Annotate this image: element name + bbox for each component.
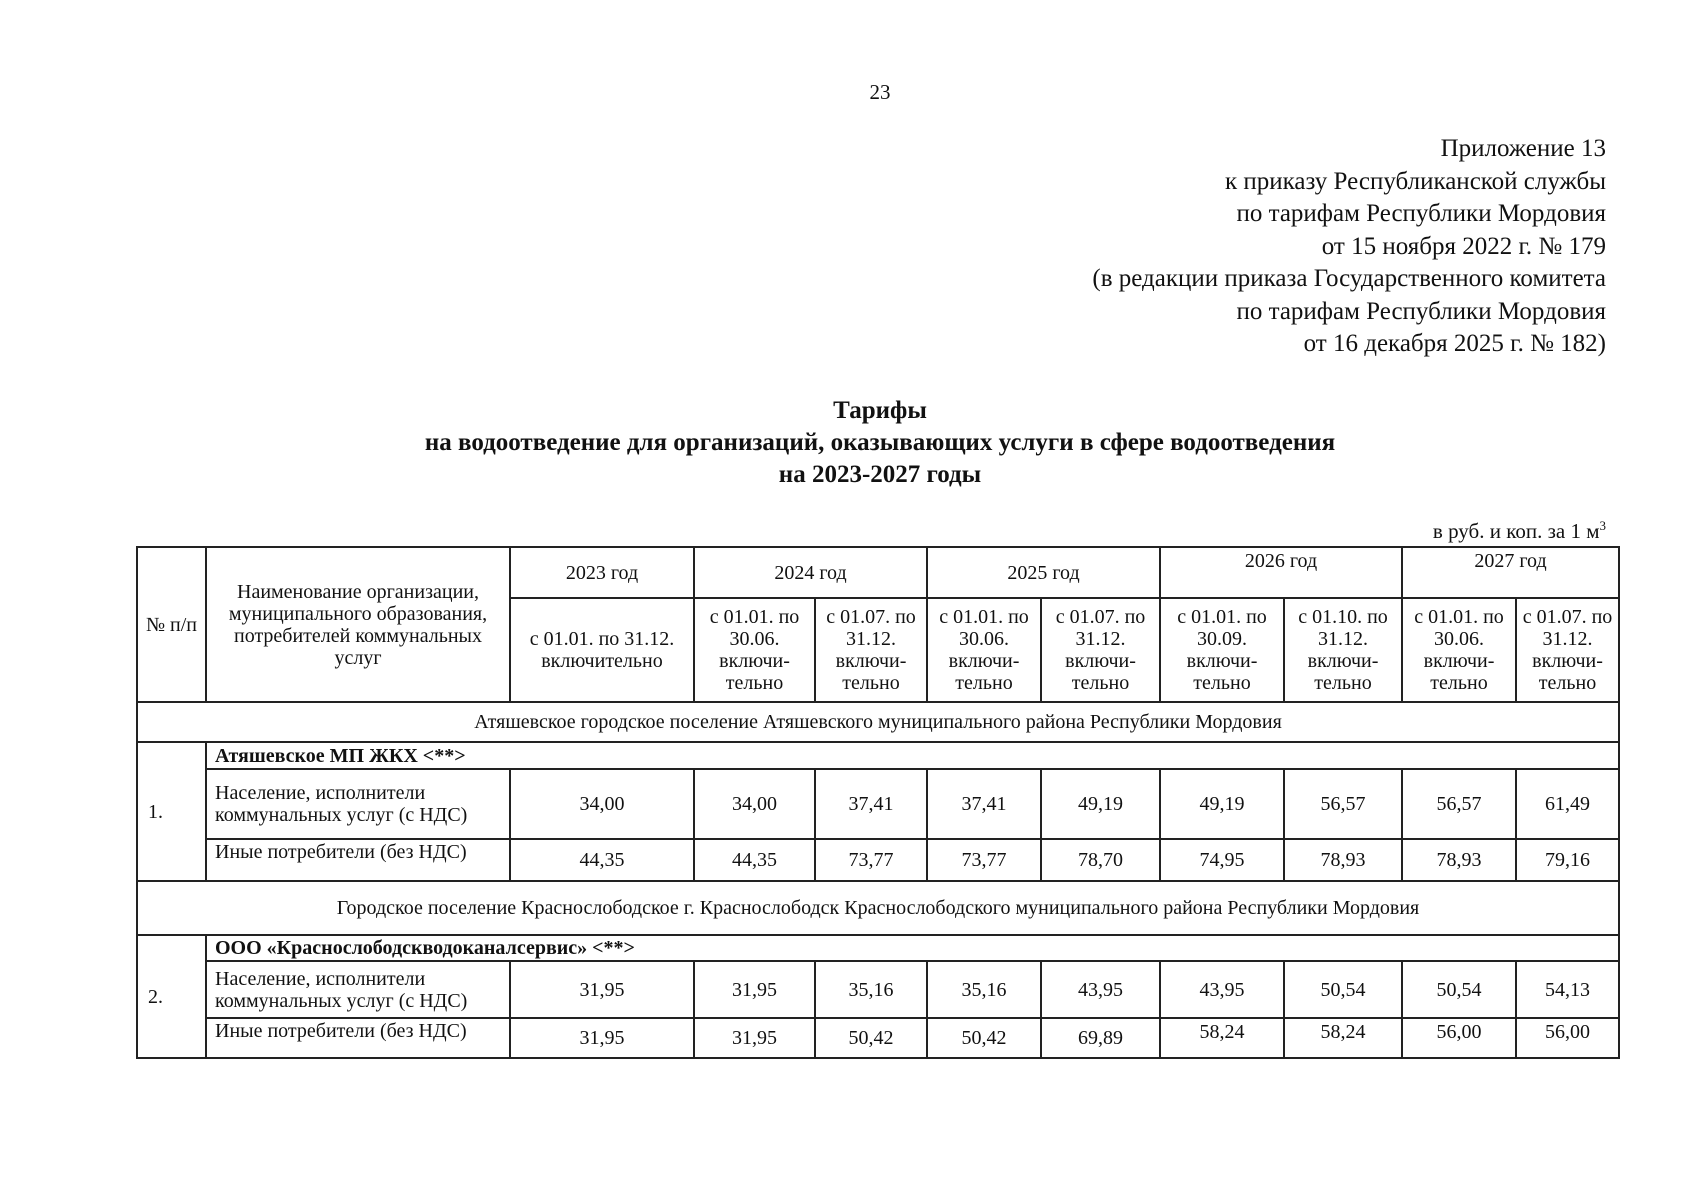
unit-note-sup: 3 — [1599, 518, 1606, 533]
appendix-line: по тарифам Республики Мордовия — [1236, 297, 1606, 325]
header-year: 2027 год — [1402, 547, 1619, 598]
tariff-value: 54,13 — [1516, 961, 1619, 1018]
tariff-value: 43,95 — [1041, 961, 1160, 1018]
tariff-value: 56,00 — [1516, 1018, 1619, 1058]
tariff-value: 37,41 — [815, 769, 927, 839]
appendix-line: Приложение 13 — [1440, 135, 1606, 162]
tariff-value: 37,41 — [927, 769, 1041, 839]
header-period: с 01.01. по 30.06. включи-тельно — [694, 598, 815, 702]
header-period: с 01.01. по 30.06. включи-тельно — [927, 598, 1041, 702]
org-name: ООО «Краснослободскводоканалсервис» <**> — [206, 935, 1619, 961]
header-year: 2026 год — [1160, 547, 1402, 598]
org-row — [137, 742, 1619, 769]
tariff-value: 56,00 — [1402, 1018, 1516, 1058]
title-line: Тарифы — [833, 397, 927, 424]
tariff-value: 73,77 — [927, 839, 1041, 881]
tariff-value: 49,19 — [1041, 769, 1160, 839]
tariff-value: 50,54 — [1402, 961, 1516, 1018]
header-name: Наименование организации, муниципального образования, потребителей коммунальных услуг — [206, 547, 510, 702]
appendix-line: по тарифам Республики Мордовия — [1236, 200, 1606, 227]
tariff-value: 43,95 — [1160, 961, 1284, 1018]
appendix-note — [1092, 133, 1606, 361]
tariff-value: 56,57 — [1402, 769, 1516, 839]
tariff-value: 31,95 — [510, 1018, 694, 1058]
header-year: 2025 год — [927, 547, 1160, 598]
header-row-years — [137, 547, 1619, 598]
tariff-value: 69,89 — [1041, 1018, 1160, 1058]
unit-note-text: в руб. и коп. за 1 м — [1432, 519, 1600, 543]
region-row — [137, 881, 1619, 935]
consumer-label: Иные потребители (без НДС) — [206, 839, 510, 881]
tariff-value: 78,70 — [1041, 839, 1160, 881]
tariff-value: 35,16 — [815, 961, 927, 1018]
tariff-value: 74,95 — [1160, 839, 1284, 881]
table-row — [137, 769, 1619, 839]
tariff-value: 56,57 — [1284, 769, 1402, 839]
tariff-value: 34,00 — [694, 769, 815, 839]
tariff-value: 61,49 — [1516, 769, 1619, 839]
org-name: Атяшевское МП ЖКХ <**> — [206, 742, 1619, 769]
document-title — [250, 395, 1510, 491]
tariff-value: 31,95 — [694, 961, 815, 1018]
row-number: 1. — [137, 742, 206, 881]
tariff-table — [136, 546, 1620, 1059]
unit-note — [1433, 518, 1606, 544]
tariff-value: 78,93 — [1402, 839, 1516, 881]
title-line: на водоотведение для организаций, оказывающих услуги в сфере водоотведения — [424, 429, 1336, 456]
tariff-value: 44,35 — [694, 839, 815, 881]
header-num: № п/п — [137, 547, 206, 702]
appendix-line: от 15 ноября 2022 г. № 179 — [1321, 232, 1606, 260]
header-year: 2023 год — [510, 547, 694, 598]
table-row — [137, 961, 1619, 1018]
tariff-value: 58,24 — [1160, 1018, 1284, 1058]
tariff-value: 79,16 — [1516, 839, 1619, 881]
header-period: с 01.01. по 31.12. включительно — [510, 598, 694, 702]
header-period: с 01.10. по 31.12. включи-тельно — [1284, 598, 1402, 702]
table-row — [137, 1018, 1619, 1058]
appendix-line: (в редакции приказа Государственного комитета — [1092, 265, 1606, 292]
header-period: с 01.07. по 31.12. включи-тельно — [815, 598, 927, 702]
tariff-value: 78,93 — [1284, 839, 1402, 881]
org-row — [137, 935, 1619, 961]
page-number: 23 — [869, 80, 891, 104]
header-period: с 01.07. по 31.12. включи-тельно — [1041, 598, 1160, 702]
tariff-value: 58,24 — [1284, 1018, 1402, 1058]
consumer-label: Население, исполнители коммунальных услуг (с НДС) — [206, 961, 510, 1018]
consumer-label: Население, исполнители коммунальных услуг (с НДС) — [206, 769, 510, 839]
tariff-value: 50,54 — [1284, 961, 1402, 1018]
appendix-line: к приказу Республиканской службы — [1224, 167, 1606, 195]
header-period: с 01.07. по 31.12. включи-тельно — [1516, 598, 1619, 702]
region-name: Атяшевское городское поселение Атяшевского муниципального района Республики Мордовия — [137, 702, 1619, 742]
row-number: 2. — [137, 935, 206, 1058]
title-line: на 2023-2027 годы — [778, 461, 982, 488]
tariff-value: 34,00 — [510, 769, 694, 839]
header-period: с 01.01. по 30.06. включи-тельно — [1402, 598, 1516, 702]
tariff-value: 49,19 — [1160, 769, 1284, 839]
tariff-value: 31,95 — [694, 1018, 815, 1058]
consumer-label: Иные потребители (без НДС) — [206, 1018, 510, 1058]
tariff-value: 35,16 — [927, 961, 1041, 1018]
region-name: Городское поселение Краснослободское г. Краснослободск Краснослободского муниципального района Республики Мордовия — [137, 881, 1619, 935]
header-year: 2024 год — [694, 547, 927, 598]
tariff-value: 44,35 — [510, 839, 694, 881]
table-row — [137, 839, 1619, 881]
tariff-value: 31,95 — [510, 961, 694, 1018]
header-period: с 01.01. по 30.09. включи-тельно — [1160, 598, 1284, 702]
region-row — [137, 702, 1619, 742]
tariff-value: 50,42 — [815, 1018, 927, 1058]
tariff-value: 50,42 — [927, 1018, 1041, 1058]
appendix-line: от 16 декабря 2025 г. № 182) — [1303, 330, 1606, 357]
tariff-value: 73,77 — [815, 839, 927, 881]
